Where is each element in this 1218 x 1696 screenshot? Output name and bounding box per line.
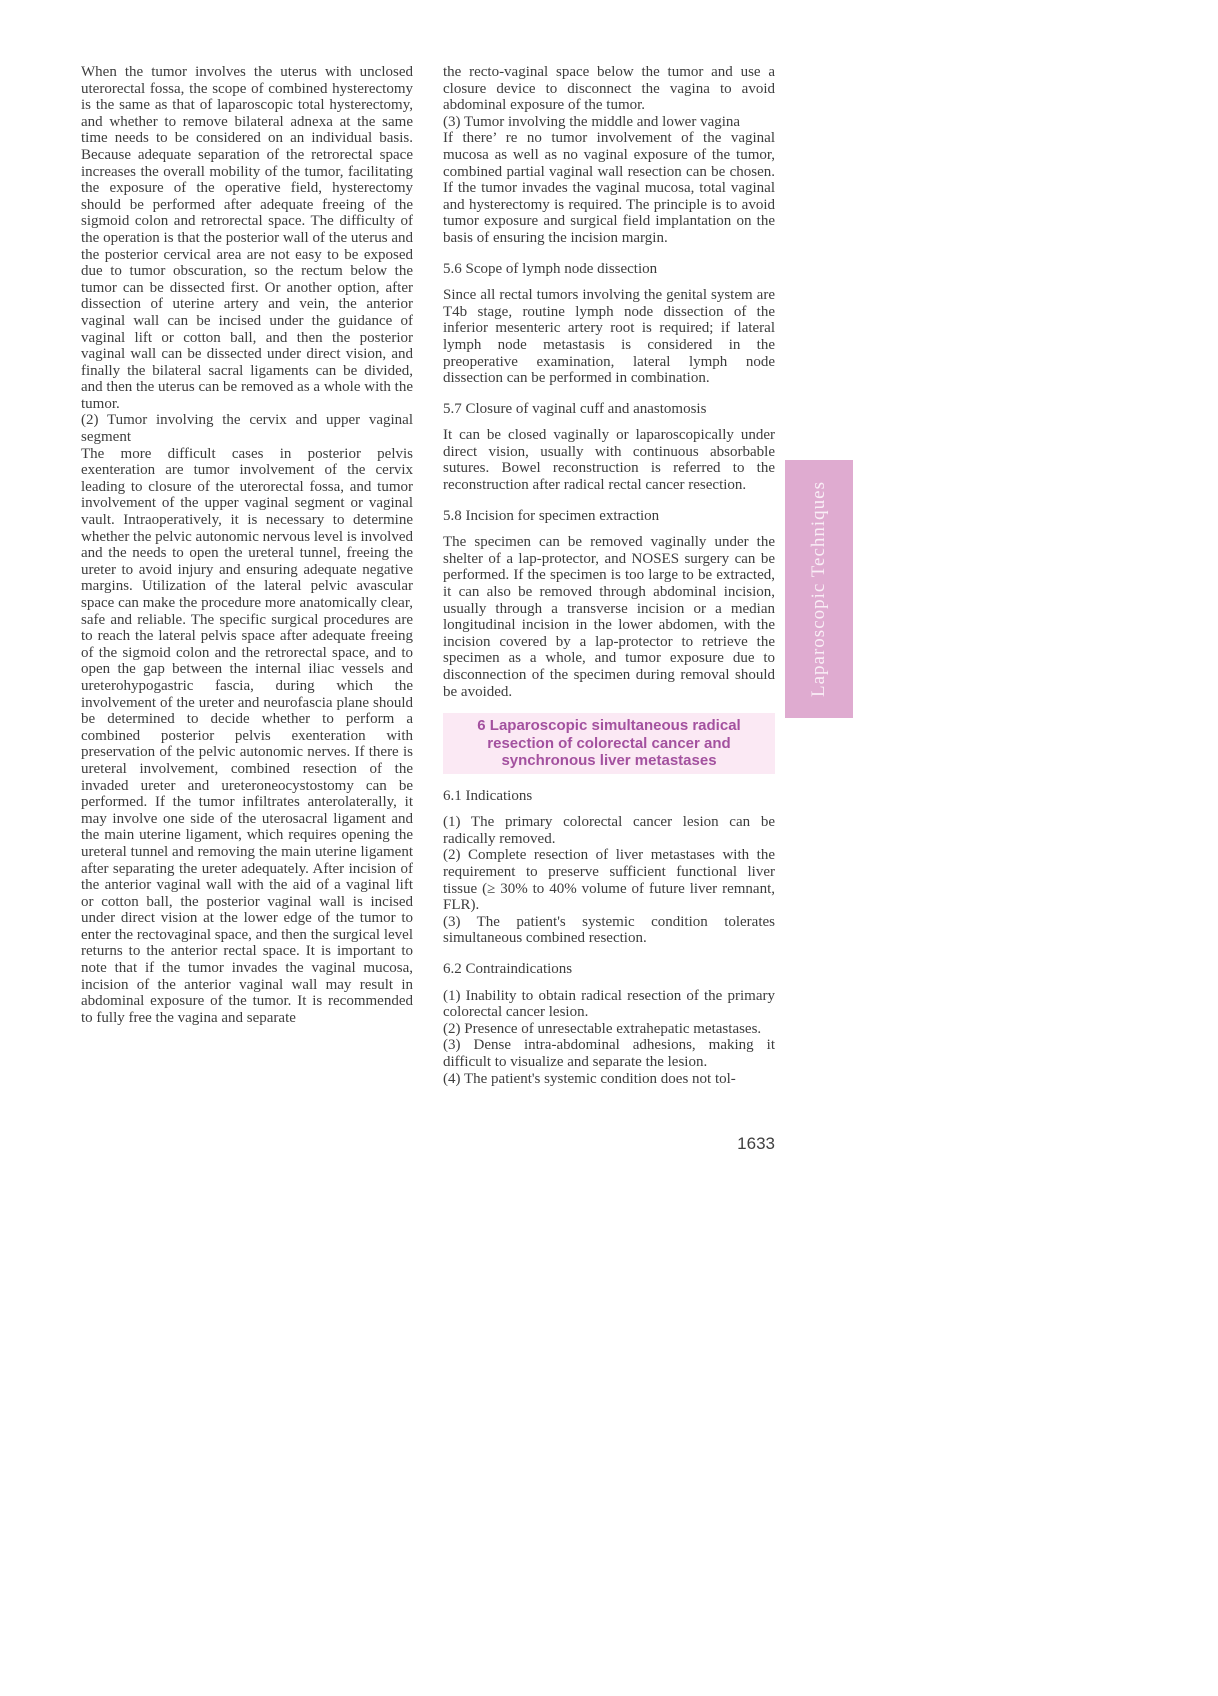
paragraph: (3) The patient's systemic condition tolerates simultaneous combined resection. — [443, 913, 775, 947]
left-text-column — [81, 64, 413, 1026]
paragraph: the recto-vaginal space below the tumor and use a closure device to disconnect the vagina to avoid abdominal exposure of the tumor. — [443, 64, 775, 114]
page-number: 1633 — [737, 1134, 775, 1153]
paragraph: (2) Tumor involving the cervix and upper vaginal segment — [81, 412, 413, 446]
paragraph: (2) Presence of unresectable extrahepatic metastases. — [443, 1020, 762, 1037]
paragraph: (1) Inability to obtain radical resection of the primary colorectal cancer lesion. — [443, 987, 775, 1021]
section-heading-5-7: 5.7 Closure of vaginal cuff and anastomosis — [443, 400, 707, 417]
section-heading-6-2: 6.2 Contraindications — [443, 961, 573, 978]
right-text-column — [443, 64, 775, 1087]
section-heading-6-1: 6.1 Indications — [443, 787, 533, 804]
chapter-side-tab-label: Laparoscopic Techniques — [808, 481, 829, 697]
paragraph: (3) Tumor involving the middle and lower vagina — [443, 113, 741, 130]
paragraph: The specimen can be removed vaginally under the shelter of a lap-protector, and NOSES surgery can be performed. If the specimen is too large to be extracted, it can also be removed through abdominal incision, usually through a transverse incision or a median longitudinal incision in the lower abdomen, with the incision covered by a lap-protector to retrieve the specimen as a whole, and tumor exposure due to disconnection of the specimen during removal should be avoided. — [443, 534, 775, 700]
paragraph: (1) The primary colorectal cancer lesion can be radically removed. — [443, 814, 775, 847]
section-heading-5-6: 5.6 Scope of lymph node dissection — [443, 260, 658, 277]
chapter-heading-line: 6 Laparoscopic simultaneous radical — [477, 717, 741, 735]
paragraph: When the tumor involves the uterus with unclosed uterorectal fossa, the scope of combined hysterectomy is the same as that of laparoscopic total hysterectomy, and whether to remove bilateral adnexa at the same time needs to be considered on an individual basis. Because adequate separation of the retrorectal space increases the overall mobility of the tumor, facilitating the exposure of the operative field, hysterectomy should be performed after adequate freeing of the sigmoid colon and retrorectal space. The difficulty of the operation is that the posterior wall of the uterus and the posterior cervical area are not easy to be exposed due to tumor obscuration, so the rectum below the tumor can be dissected first. Or another option, after dissection of uterine artery and vein, the anterior vaginal wall can be incised under the guidance of vaginal lift or cotton ball, and then the posterior vaginal wall can be dissected under direct vision, and finally the bilateral sacral ligaments can be divided, and then the uterus can be removed as a whole with the tumor. — [81, 64, 413, 412]
chapter-heading-line: synchronous liver metastases — [501, 752, 717, 770]
chapter-side-tab — [785, 460, 853, 718]
chapter-heading-line: resection of colorectal cancer and — [487, 734, 731, 752]
paragraph: The more difficult cases in posterior pelvis exenteration are tumor involvement of the cervix leading to closure of the uterorectal fossa, and tumor involvement of the upper vaginal segment or vaginal vault. Intraoperatively, it is necessary to determine whether the pelvic autonomic nervous level is involved and the needs to open the ureteral tunnel, freeing the ureter to avoid injury and ensuring adequate negative margins. Utilization of the lateral pelvic avascular space can make the procedure more anatomically clear, safe and reliable. The specific surgical procedures are to reach the lateral pelvis space after adequate freeing of the sigmoid colon and the retrorectal space, and to open the gap between the internal iliac vessels and ureterohypogastric fascia, during which the involvement of the ureter and neurofascia plane should be determined to decide whether to perform a combined posterior pelvis exenteration with preservation of the pelvic autonomic nerves. If there is ureteral involvement, combined resection of the invaded ureter and ureteroneocystostomy can be performed. If the tumor infiltrates anterolaterally, it may involve one side of the uterosacral ligament and the main uterine ligament, which requires opening the ureteral tunnel and removing the main uterine ligament after separating the ureter adequately. After incision of the anterior vaginal wall with the aid of a vaginal lift or cotton ball, the posterior vaginal wall is incised under direct vision at the lower edge of the tumor to enter the rectovaginal space, and then the surgical level returns to the anterior rectal space. It is important to note that if the tumor invades the vaginal mucosa, incision of the anterior vaginal wall may result in abdominal exposure of the tumor. It is recommended to fully free the vagina and separate — [81, 445, 413, 1026]
paragraph: It can be closed vaginally or laparoscopically under direct vision, usually with continuous absorbable sutures. Bowel reconstruction is referred to the reconstruction after radical rectal cancer resection. — [443, 427, 775, 494]
paragraph: (4) The patient's systemic condition does not tol- — [443, 1070, 736, 1087]
section-heading-5-8: 5.8 Incision for specimen extraction — [443, 507, 660, 524]
paragraph: Since all rectal tumors involving the genital system are T4b stage, routine lymph node dissection of the inferior mesenteric artery root is required; if lateral lymph node metastasis is considered in the preoperative examination, lateral lymph node dissection can be performed in combination. — [443, 287, 775, 387]
paragraph: If there’ re no tumor involvement of the vaginal mucosa as well as no vaginal exposure of the tumor, combined partial vaginal wall resection can be chosen. If the tumor invades the vaginal mucosa, total vaginal and hysterectomy is required. The principle is to avoid tumor exposure and surgical field implantation on the basis of ensuring the incision margin. — [443, 130, 775, 246]
paragraph: (2) Complete resection of liver metastases with the requirement to preserve sufficient functional liver tissue (≥ 30% to 40% volume of future liver remnant, FLR). — [443, 847, 775, 914]
paragraph: (3) Dense intra-abdominal adhesions, making it difficult to visualize and separate the lesion. — [443, 1037, 775, 1070]
chapter-6-heading-banner — [443, 713, 775, 774]
